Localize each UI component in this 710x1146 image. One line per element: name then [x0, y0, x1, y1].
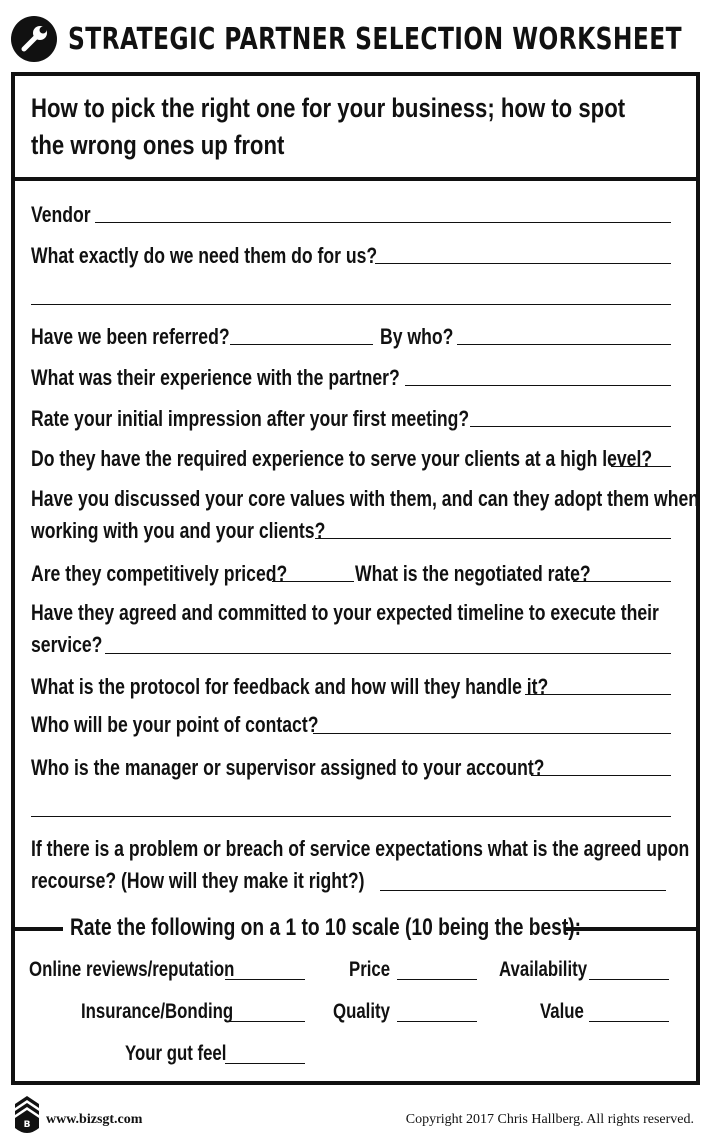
referred-label: Have we been referred? — [31, 324, 230, 349]
rating-label-value: Value — [540, 1000, 584, 1023]
divider-left — [15, 927, 63, 931]
experience-label: What was their experience with the partner? — [31, 365, 400, 390]
problem-label-row-2 — [31, 866, 448, 896]
feedback-label: What is the protocol for feedback and how will they handle it? — [31, 674, 549, 699]
timeline-field[interactable] — [105, 653, 671, 654]
by-who-label: By who? — [380, 324, 454, 349]
impression-label-row — [31, 404, 579, 434]
rating-label-insurance: Insurance/Bonding — [81, 1000, 234, 1023]
feedback-label-row — [31, 672, 678, 702]
need-field[interactable] — [375, 263, 671, 264]
need-label-row — [31, 241, 464, 271]
required-experience-label: Do they have the required experience to serve your clients at a high level? — [31, 446, 653, 471]
contact-label: Who will be your point of contact? — [31, 712, 319, 737]
core-values-label-row-1 — [31, 484, 710, 514]
need-label: What exactly do we need them do for us? — [31, 243, 378, 268]
priced-field[interactable] — [272, 581, 354, 582]
experience-field[interactable] — [405, 385, 671, 386]
rating-field-price[interactable] — [397, 979, 477, 980]
rate-field[interactable] — [573, 581, 671, 582]
rate-label-row — [355, 559, 650, 589]
rating-heading — [15, 914, 696, 944]
required-experience-field[interactable] — [611, 466, 671, 467]
referred-label-row — [31, 322, 279, 352]
footer-copyright: Copyright 2017 Chris Hallberg. All rights reserved. — [405, 1112, 694, 1127]
core-values-field[interactable] — [315, 538, 671, 539]
footer-url[interactable]: www.bizsgt.com — [46, 1112, 143, 1127]
need-field-line-2[interactable] — [31, 304, 671, 305]
by-who-label-row — [380, 322, 472, 352]
wrench-circle-icon — [10, 15, 58, 63]
subtitle-box — [15, 76, 696, 181]
manager-field[interactable] — [531, 775, 671, 776]
subtitle: How to pick the right one for your business; how to spot the wrong ones up front — [31, 93, 626, 160]
problem-label-1: If there is a problem or breach of service expectations what is the agreed upon — [31, 836, 690, 861]
referred-field[interactable] — [230, 344, 373, 345]
problem-label-row-1 — [31, 834, 710, 864]
timeline-label-1: Have they agreed and committed to your expected timeline to execute their — [31, 600, 659, 625]
core-values-label-2: working with you and your clients? — [31, 518, 326, 543]
vendor-label-row — [31, 200, 106, 230]
manager-label: Who is the manager or supervisor assigned to your account? — [31, 755, 545, 780]
worksheet-frame — [11, 72, 700, 1085]
divider-right — [565, 927, 696, 931]
rating-field-reviews[interactable] — [225, 979, 305, 980]
sergeant-badge-icon — [13, 1094, 41, 1136]
rating-field-gut-feel[interactable] — [225, 1063, 305, 1064]
manager-label-row — [31, 753, 673, 783]
rating-heading-text: Rate the following on a 1 to 10 scale (10 being the best): — [70, 914, 582, 941]
timeline-label-row-2 — [31, 630, 120, 660]
priced-label-row — [31, 559, 351, 589]
required-experience-label-row — [31, 444, 710, 474]
timeline-label-row-1 — [31, 598, 710, 628]
by-who-field[interactable] — [457, 344, 671, 345]
contact-field[interactable] — [313, 733, 671, 734]
experience-label-row — [31, 363, 492, 393]
timeline-label-2: service? — [31, 632, 103, 657]
rating-field-availability[interactable] — [589, 979, 669, 980]
rating-label-availability: Availability — [499, 958, 588, 981]
rating-field-quality[interactable] — [397, 1021, 477, 1022]
vendor-field[interactable] — [95, 222, 671, 223]
problem-field[interactable] — [380, 890, 666, 891]
problem-label-2: recourse? (How will they make it right?) — [31, 868, 365, 893]
badge-letter: B — [23, 1120, 31, 1130]
core-values-label-1: Have you discussed your core values with them, and can they adopt them when — [31, 486, 699, 511]
rate-label: What is the negotiated rate? — [355, 561, 591, 586]
rating-label-quality: Quality — [333, 1000, 390, 1023]
feedback-field[interactable] — [525, 694, 671, 695]
impression-label: Rate your initial impression after your first meeting? — [31, 406, 470, 431]
priced-label: Are they competitively priced? — [31, 561, 288, 586]
core-values-label-row-2 — [31, 516, 399, 546]
rating-label-gut-feel: Your gut feel — [125, 1042, 227, 1065]
manager-field-line-2[interactable] — [31, 816, 671, 817]
rating-label-reviews: Online reviews/reputation — [29, 958, 235, 981]
rating-field-value[interactable] — [589, 1021, 669, 1022]
impression-field[interactable] — [470, 426, 671, 427]
rating-label-price: Price — [349, 958, 391, 981]
header — [0, 0, 710, 78]
vendor-label: Vendor — [31, 202, 91, 227]
page-title: STRATEGIC PARTNER SELECTION WORKSHEET — [68, 22, 682, 57]
contact-label-row — [31, 710, 390, 740]
rating-field-insurance[interactable] — [225, 1021, 305, 1022]
